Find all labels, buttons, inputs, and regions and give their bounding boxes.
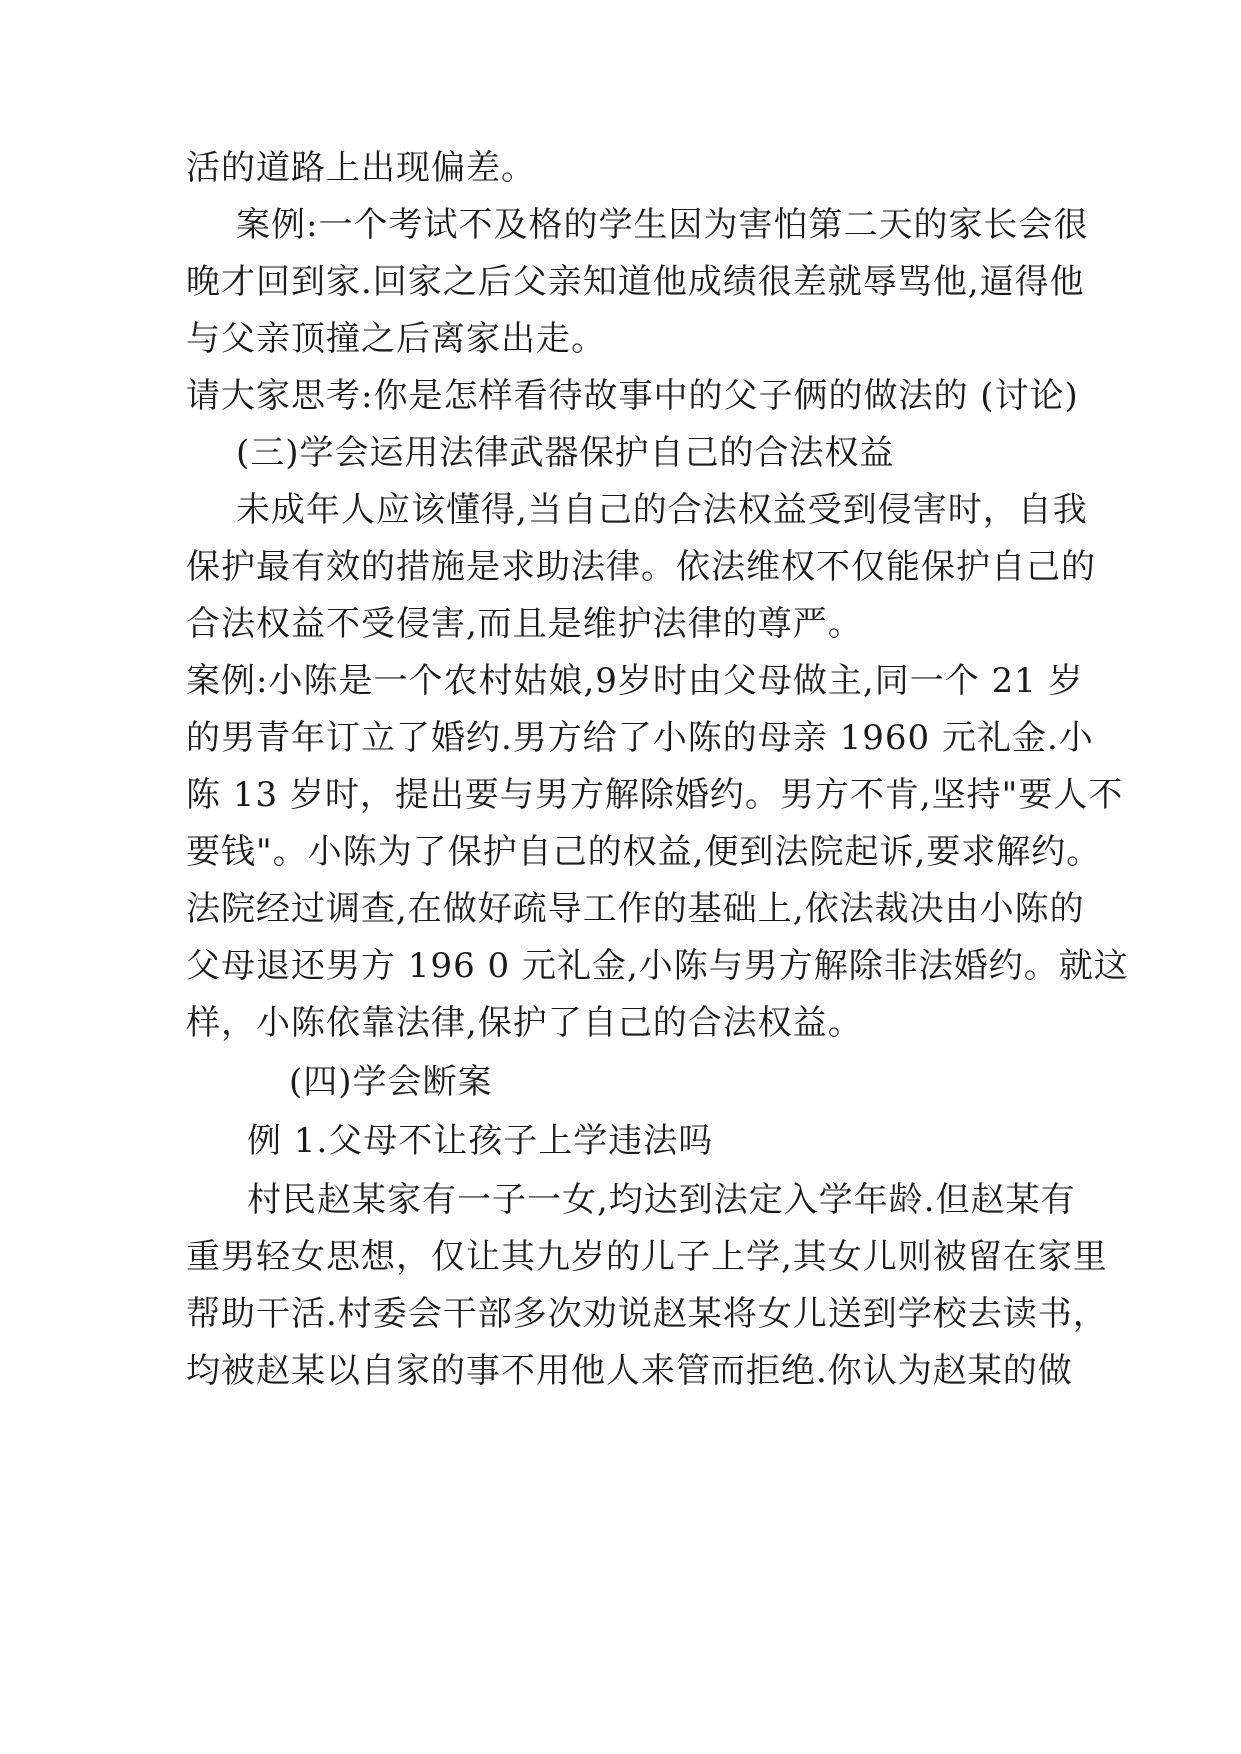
text-line: 的男青年订立了婚约.男方给了小陈的母亲 1960 元礼金.小 <box>186 718 1094 758</box>
text-line: 样，小陈依靠法律,保护了自己的合法权益。 <box>186 1003 863 1043</box>
text-line: 晚才回到家.回家之后父亲知道他成绩很差就辱骂他,逼得他 <box>186 262 1085 302</box>
case-paragraph-line: 案例:小陈是一个农村姑娘,9岁时由父母做主,同一个 21 岁 <box>186 661 1084 701</box>
case-paragraph-line: 案例:一个考试不及格的学生因为害怕第二天的家长会很 <box>236 205 1089 245</box>
example-heading: 例 1.父母不让孩子上学违法吗 <box>247 1121 714 1161</box>
text-line: 均被赵某以自家的事不用他人来管而拒绝.你认为赵某的做 <box>186 1351 1073 1391</box>
text-line: 合法权益不受侵害,而且是维护法律的尊严。 <box>186 604 863 644</box>
text-line: 帮助干活.村委会干部多次劝说赵某将女儿送到学校去读书， <box>186 1294 1108 1334</box>
text-line: 法院经过调查,在做好疏导工作的基础上,依法裁决由小陈的 <box>186 889 1085 929</box>
section-heading-3: (三)学会运用法律武器保护自己的合法权益 <box>236 433 895 473</box>
discussion-prompt: 请大家思考:你是怎样看待故事中的父子俩的做法的 (讨论) <box>186 376 1079 416</box>
text-line: 要钱"。小陈为了保护自己的权益,便到法院起诉,要求解约。 <box>186 832 1102 872</box>
text-line: 陈 13 岁时，提出要与男方解除婚约。男方不肯,坚持"要人不 <box>186 775 1124 815</box>
paragraph-line: 未成年人应该懂得,当自己的合法权益受到侵害时，自我 <box>236 490 1088 530</box>
text-line: 与父亲顶撞之后离家出走。 <box>186 319 606 359</box>
paragraph-line: 村民赵某家有一子一女,均达到法定入学年龄.但赵某有 <box>247 1180 1076 1220</box>
section-heading-4: (四)学会断案 <box>289 1062 493 1102</box>
text-line: 保护最有效的措施是求助法律。依法维权不仅能保护自己的 <box>186 547 1096 587</box>
text-line: 活的道路上出现偏差。 <box>186 148 536 188</box>
text-line: 父母退还男方 196 0 元礼金,小陈与男方解除非法婚约。就这 <box>186 946 1129 986</box>
text-line: 重男轻女思想，仅让其九岁的儿子上学,其女儿则被留在家里 <box>186 1237 1108 1277</box>
